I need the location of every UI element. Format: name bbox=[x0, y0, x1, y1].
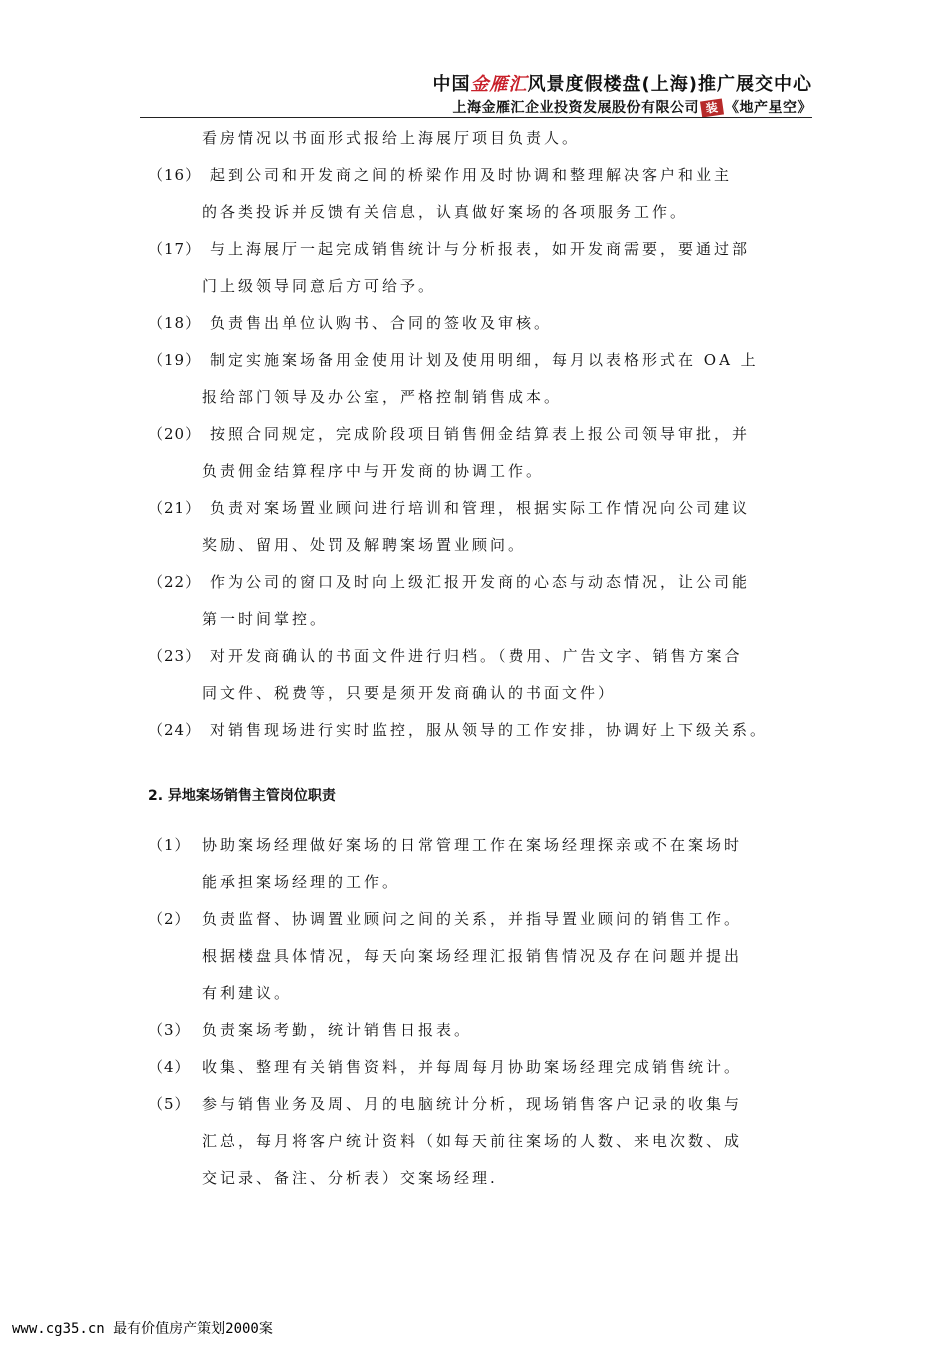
list-item-continuation: 的各类投诉并反馈有关信息，认真做好案场的各项服务工作。 bbox=[202, 203, 689, 221]
list-item-continuation: 第一时间掌控。 bbox=[202, 610, 329, 628]
header-divider bbox=[140, 117, 812, 118]
header-prefix: 中国 bbox=[432, 74, 471, 95]
list-item-continuation: 有利建议。 bbox=[202, 984, 293, 1002]
footer-text: www.cg35.cn 最有价值房产策划2000案 bbox=[12, 1321, 273, 1337]
list-item-continuation: 奖励、留用、处罚及解聘案场置业顾问。 bbox=[202, 536, 527, 554]
list-item-continuation: 能承担案场经理的工作。 bbox=[202, 873, 401, 891]
item-text: 协助案场经理做好案场的日常管理工作在案场经理探亲或不在案场时 bbox=[202, 836, 743, 854]
item-text: 负责售出单位认购书、合同的签收及审核。 bbox=[210, 314, 553, 332]
list-item bbox=[148, 490, 808, 527]
list-item bbox=[148, 638, 808, 675]
item-number: （16） bbox=[148, 166, 202, 184]
item-number: （5） bbox=[148, 1095, 191, 1113]
list-item bbox=[148, 231, 808, 268]
duty-list-1 bbox=[148, 157, 808, 749]
list-item bbox=[148, 157, 808, 194]
list-item bbox=[148, 1012, 808, 1049]
item-text: 制定实施案场备用金使用计划及使用明细，每月以表格形式在 OA 上 bbox=[210, 351, 759, 369]
item-number: （1） bbox=[148, 836, 191, 854]
item-text: 参与销售业务及周、月的电脑统计分析，现场销售客户记录的收集与 bbox=[202, 1095, 743, 1113]
item-text: 负责监督、协调置业顾问之间的关系，并指导置业顾问的销售工作。 bbox=[202, 910, 743, 928]
list-item bbox=[148, 1086, 808, 1123]
publication-name: 《地产星空》 bbox=[725, 100, 812, 116]
header-suffix: 风景度假楼盘(上海)推广展交中心 bbox=[527, 74, 812, 95]
list-item bbox=[148, 901, 808, 938]
brand-logo-text: 金雁汇 bbox=[470, 74, 528, 95]
list-item bbox=[148, 416, 808, 453]
list-item-continuation: 同文件、税费等，只要是须开发商确认的书面文件） bbox=[202, 684, 617, 702]
list-item bbox=[148, 827, 808, 864]
duty-list-2 bbox=[148, 827, 808, 1197]
item-text: 负责对案场置业顾问进行培训和管理，根据实际工作情况向公司建议 bbox=[210, 499, 751, 517]
item-number: （19） bbox=[148, 351, 202, 369]
continuation-line: 看房情况以书面形式报给上海展厅项目负责人。 bbox=[202, 129, 581, 147]
list-item-continuation: 根据楼盘具体情况，每天向案场经理汇报销售情况及存在问题并提出 bbox=[202, 947, 743, 965]
item-text: 对开发商确认的书面文件进行归档。（费用、广告文字、销售方案合 bbox=[210, 647, 743, 665]
item-number: （4） bbox=[148, 1058, 191, 1076]
item-text: 收集、整理有关销售资料，并每周每月协助案场经理完成销售统计。 bbox=[202, 1058, 743, 1076]
list-item-continuation: 交记录、备注、分析表）交案场经理. bbox=[202, 1169, 498, 1187]
list-item bbox=[148, 1049, 808, 1086]
item-number: （2） bbox=[148, 910, 191, 928]
item-number: （23） bbox=[148, 647, 202, 665]
list-item-continuation: 汇总，每月将客户统计资料（如每天前往案场的人数、来电次数、成 bbox=[202, 1132, 743, 1150]
item-text: 按照合同规定，完成阶段项目销售佣金结算表上报公司领导审批，并 bbox=[210, 425, 751, 443]
item-text: 起到公司和开发商之间的桥梁作用及时协调和整理解决客户和业主 bbox=[210, 166, 733, 184]
document-body bbox=[148, 120, 808, 1197]
list-item bbox=[148, 564, 808, 601]
list-item-continuation: 报给部门领导及办公室，严格控制销售成本。 bbox=[202, 388, 563, 406]
item-text: 作为公司的窗口及时向上级汇报开发商的心态与动态情况，让公司能 bbox=[210, 573, 751, 591]
header-subtitle bbox=[453, 97, 813, 117]
section-heading: 2. 异地案场销售主管岗位职责 bbox=[148, 788, 336, 804]
stamp-logo-icon: 装 bbox=[700, 99, 724, 118]
header-title bbox=[433, 70, 812, 96]
list-item bbox=[148, 342, 808, 379]
item-number: （24） bbox=[148, 721, 202, 739]
item-text: 对销售现场进行实时监控，服从领导的工作安排，协调好上下级关系。 bbox=[210, 721, 769, 739]
item-number: （20） bbox=[148, 425, 202, 443]
item-text: 与上海展厅一起完成销售统计与分析报表，如开发商需要，要通过部 bbox=[210, 240, 751, 258]
list-item-continuation: 门上级领导同意后方可给予。 bbox=[202, 277, 437, 295]
company-name: 上海金雁汇企业投资发展股份有限公司 bbox=[452, 100, 699, 116]
list-item-continuation: 负责佣金结算程序中与开发商的协调工作。 bbox=[202, 462, 545, 480]
item-number: （21） bbox=[148, 499, 202, 517]
item-number: （18） bbox=[148, 314, 202, 332]
list-item bbox=[148, 305, 808, 342]
item-number: （22） bbox=[148, 573, 202, 591]
item-text: 负责案场考勤，统计销售日报表。 bbox=[202, 1021, 473, 1039]
list-item bbox=[148, 712, 808, 749]
item-number: （17） bbox=[148, 240, 202, 258]
item-number: （3） bbox=[148, 1021, 191, 1039]
page-header bbox=[140, 70, 812, 118]
